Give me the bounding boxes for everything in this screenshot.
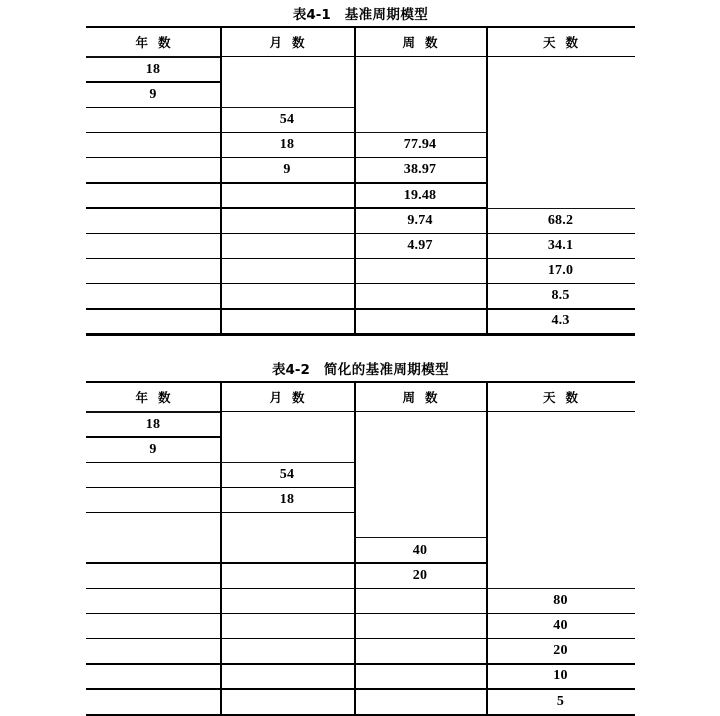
cell-years <box>86 689 220 714</box>
cell-months <box>220 639 354 664</box>
cell-days <box>486 513 635 538</box>
table-row <box>86 664 635 689</box>
cell-days <box>486 588 635 613</box>
cell-weeks <box>354 133 486 158</box>
column-header-months: 月 数 <box>269 390 305 405</box>
table-row <box>86 462 635 487</box>
table-row <box>86 588 635 613</box>
row-rule-top <box>220 107 354 108</box>
table-row <box>86 309 635 334</box>
cell-value: 34.1 <box>547 237 574 253</box>
column-header-weeks: 周 数 <box>402 390 438 405</box>
table-row <box>86 639 635 664</box>
cell-months <box>220 538 354 563</box>
cell-weeks <box>354 488 486 513</box>
cell-years <box>86 437 220 462</box>
cell-years <box>86 664 220 689</box>
table-label-4-1: 表4-1 <box>292 7 331 23</box>
cell-days <box>486 563 635 588</box>
row-rule-top <box>354 537 486 538</box>
cell-weeks <box>354 513 486 538</box>
cell-weeks <box>354 284 486 309</box>
table-row <box>86 689 635 714</box>
table-label-4-2: 表4-2 <box>272 362 310 378</box>
cell-years <box>86 412 220 437</box>
cell-months <box>220 107 354 132</box>
table-row <box>86 563 635 588</box>
cell-weeks <box>354 664 486 689</box>
cell-months <box>220 588 354 613</box>
column-header-months: 月 数 <box>269 35 305 50</box>
row-rule-top <box>86 56 220 57</box>
cell-days <box>486 259 635 284</box>
cell-years <box>86 233 220 258</box>
cell-weeks <box>354 412 486 437</box>
row-rule-top <box>220 462 354 463</box>
cell-days <box>486 462 635 487</box>
table-caption-4-1 <box>86 4 635 26</box>
cell-weeks <box>354 639 486 664</box>
row-rule-top <box>86 411 220 412</box>
cell-days <box>486 664 635 689</box>
table-row <box>86 259 635 284</box>
cell-days <box>486 488 635 513</box>
cell-value: 10 <box>553 668 568 684</box>
cell-months <box>220 259 354 284</box>
cell-weeks <box>354 462 486 487</box>
cell-years <box>86 208 220 233</box>
cell-value: 54 <box>279 111 295 127</box>
cell-years <box>86 133 220 158</box>
cell-years <box>86 259 220 284</box>
cell-days <box>486 689 635 714</box>
cell-months <box>220 437 354 462</box>
cell-value: 19.48 <box>403 187 437 203</box>
row-rule-top <box>354 132 486 133</box>
column-header-days: 天 数 <box>542 35 579 50</box>
column-header-weeks: 周 数 <box>402 35 438 50</box>
row-rule-top <box>486 208 635 209</box>
cell-months <box>220 488 354 513</box>
table-row <box>86 488 635 513</box>
cell-months <box>220 513 354 538</box>
row-rule <box>86 333 635 334</box>
cell-days <box>486 208 635 233</box>
cell-years <box>86 588 220 613</box>
cell-value: 40 <box>553 618 568 634</box>
cell-value: 38.97 <box>403 162 437 178</box>
table-row <box>86 133 635 158</box>
cell-days <box>486 133 635 158</box>
cell-weeks <box>354 309 486 334</box>
cell-value: 77.94 <box>403 137 437 153</box>
cell-months <box>220 284 354 309</box>
cell-months <box>220 309 354 334</box>
cell-years <box>86 309 220 334</box>
table-grid-4-2 <box>86 381 635 716</box>
cell-months <box>220 664 354 689</box>
cell-months <box>220 689 354 714</box>
cell-weeks <box>354 233 486 258</box>
cell-years <box>86 614 220 639</box>
table-block-4-1 <box>86 4 635 336</box>
column-header-years: 年 数 <box>135 390 171 405</box>
cell-years <box>86 488 220 513</box>
cell-weeks <box>354 614 486 639</box>
table-row <box>86 284 635 309</box>
table-row <box>86 158 635 183</box>
cell-value: 18 <box>279 492 295 508</box>
table-header-row <box>86 28 635 57</box>
cell-days <box>486 183 635 208</box>
cell-value: 18 <box>145 416 161 432</box>
table-row <box>86 57 635 82</box>
table-body-4-1 <box>86 57 635 334</box>
cell-value: 9.74 <box>407 212 433 228</box>
cell-days <box>486 412 635 437</box>
cell-years <box>86 107 220 132</box>
cell-weeks <box>354 208 486 233</box>
cell-weeks <box>354 538 486 563</box>
cell-days <box>486 309 635 334</box>
table-row <box>86 107 635 132</box>
cell-weeks <box>354 689 486 714</box>
row-rule-top <box>486 588 635 589</box>
cell-value: 40 <box>412 542 428 558</box>
cell-years <box>86 158 220 183</box>
cell-weeks <box>354 107 486 132</box>
table-header-row <box>86 383 635 412</box>
cell-months <box>220 614 354 639</box>
cell-value: 4.3 <box>551 313 570 329</box>
column-header-days: 天 数 <box>542 390 579 405</box>
cell-value: 20 <box>412 567 428 583</box>
cell-value: 9 <box>149 86 157 102</box>
cell-years <box>86 284 220 309</box>
cell-value: 17.0 <box>547 263 574 279</box>
cell-weeks <box>354 437 486 462</box>
table-row <box>86 513 635 538</box>
cell-years <box>86 57 220 82</box>
cell-days <box>486 284 635 309</box>
cell-value: 20 <box>553 643 568 659</box>
cell-days <box>486 639 635 664</box>
cell-years <box>86 513 220 538</box>
cell-years <box>86 639 220 664</box>
cell-value: 5 <box>556 693 565 709</box>
cell-value: 18 <box>145 61 161 77</box>
table-row <box>86 437 635 462</box>
table-row <box>86 82 635 107</box>
cell-value: 9 <box>149 441 157 457</box>
cell-days <box>486 538 635 563</box>
cell-months <box>220 233 354 258</box>
cell-value: 68.2 <box>547 212 574 228</box>
cell-months <box>220 412 354 437</box>
cell-value: 80 <box>553 592 568 608</box>
cell-days <box>486 107 635 132</box>
cell-months <box>220 183 354 208</box>
cell-value: 8.5 <box>551 288 570 304</box>
cell-months <box>220 133 354 158</box>
table-row <box>86 412 635 437</box>
table-body-4-2 <box>86 412 635 714</box>
cell-days <box>486 233 635 258</box>
cell-value: 18 <box>279 137 295 153</box>
column-header-years: 年 数 <box>135 35 171 50</box>
cell-years <box>86 82 220 107</box>
cell-months <box>220 158 354 183</box>
table-row <box>86 233 635 258</box>
cell-months <box>220 82 354 107</box>
cell-weeks <box>354 563 486 588</box>
cell-months <box>220 462 354 487</box>
table-row <box>86 538 635 563</box>
cell-days <box>486 437 635 462</box>
cell-weeks <box>354 259 486 284</box>
cell-value: 4.97 <box>407 237 433 253</box>
table-title-4-1: 基准周期模型 <box>344 7 429 23</box>
cell-weeks <box>354 183 486 208</box>
cell-days <box>486 158 635 183</box>
cell-days <box>486 82 635 107</box>
table-row <box>86 183 635 208</box>
cell-days <box>486 614 635 639</box>
table-row <box>86 614 635 639</box>
cell-months <box>220 57 354 82</box>
cell-weeks <box>354 588 486 613</box>
cell-value: 9 <box>283 162 291 178</box>
cell-years <box>86 538 220 563</box>
table-caption-4-2 <box>86 359 635 381</box>
table-block-4-2 <box>86 359 635 716</box>
table-title-4-2: 简化的基准周期模型 <box>323 362 449 378</box>
cell-months <box>220 208 354 233</box>
cell-years <box>86 462 220 487</box>
cell-years <box>86 183 220 208</box>
cell-years <box>86 563 220 588</box>
table-row <box>86 208 635 233</box>
cell-weeks <box>354 82 486 107</box>
table-grid-4-1 <box>86 26 635 336</box>
cell-weeks <box>354 57 486 82</box>
cell-months <box>220 563 354 588</box>
cell-value: 54 <box>279 466 295 482</box>
cell-days <box>486 57 635 82</box>
cell-weeks <box>354 158 486 183</box>
